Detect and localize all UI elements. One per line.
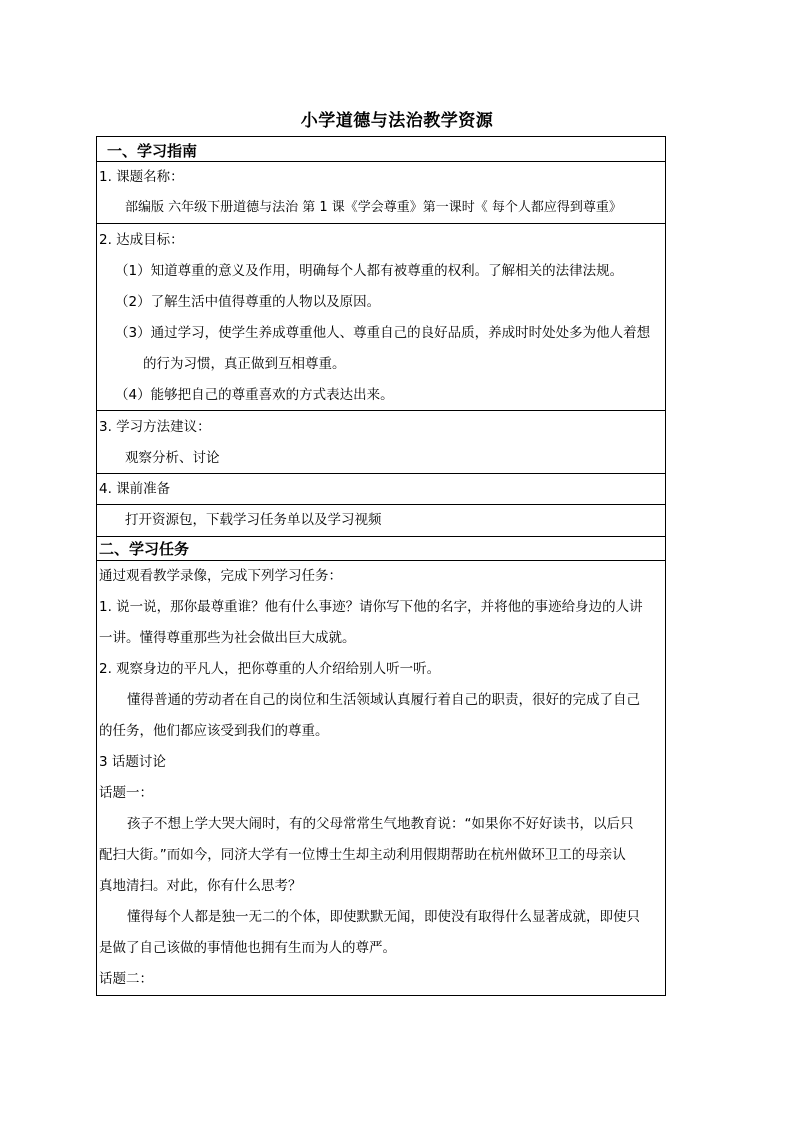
task-line: 是做了自己该做的事情他也拥有生而为人的尊严。 [99, 940, 396, 956]
goal-item: （3）通过学习，使学生养成尊重他人、尊重自己的良好品质，养成时时处处多为他人着想 [115, 325, 651, 341]
row-divider [97, 473, 665, 474]
task-line: 1. 说一说，那你最尊重谁？他有什么事迹？请你写下他的名字，并将他的事迹给身边的人讲 [99, 599, 643, 615]
goal-item: （1）知道尊重的意义及作用，明确每个人都有被尊重的权利。了解相关的法律法规。 [115, 263, 624, 279]
task-line: 2. 观察身边的平凡人，把你尊重的人介绍给别人听一听。 [99, 661, 441, 677]
task-line: 话题一： [99, 785, 153, 801]
task-line: 通过观看教学录像，完成下列学习任务： [99, 568, 342, 584]
lesson-name-label: 1. 课题名称： [99, 169, 184, 185]
prep-label: 4. 课前准备 [99, 481, 171, 497]
task-line: 配扫大街。”而如今，同济大学有一位博士生却主动利用假期帮助在杭州做环卫工的母亲认 [99, 847, 626, 863]
method-value: 观察分析、讨论 [125, 450, 220, 466]
lesson-table [96, 136, 666, 996]
task-line: 3 话题讨论 [99, 754, 166, 770]
task-line: 懂得普通的劳动者在自己的岗位和生活领域认真履行着自己的职责，很好的完成了自己 [127, 692, 640, 708]
prep-value: 打开资源包，下载学习任务单以及学习视频 [125, 512, 382, 528]
lesson-name-value: 部编版 六年级下册道德与法治 第 1 课《学会尊重》第一课时《 每个人都应得到尊重》 [125, 200, 622, 215]
task-line: 话题二： [99, 971, 153, 987]
goal-item-continued: 的行为习惯，真正做到互相尊重。 [143, 356, 346, 372]
row-divider [97, 223, 665, 224]
task-line: 懂得每个人都是独一无二的个体，即使默默无闻，即使没有取得什么显著成就，即使只 [127, 909, 640, 925]
section-heading-tasks: 二、学习任务 [99, 540, 190, 558]
row-divider [97, 560, 665, 561]
row-divider [97, 504, 665, 505]
task-line: 真地清扫。对此，你有什么思考？ [99, 878, 302, 894]
goals-label: 2. 达成目标： [99, 232, 184, 248]
row-divider [97, 536, 665, 537]
row-divider [97, 161, 665, 162]
method-label: 3. 学习方法建议： [99, 419, 211, 435]
row-divider [97, 410, 665, 411]
goal-item: （4）能够把自己的尊重喜欢的方式表达出来。 [115, 387, 394, 403]
task-line: 孩子不想上学大哭大闹时，有的父母常常生气地教育说：“如果你不好好读书，以后只 [127, 816, 634, 832]
task-line: 的任务，他们都应该受到我们的尊重。 [99, 723, 329, 739]
document-title: 小学道德与法治教学资源 [300, 111, 494, 131]
section-heading-guide: 一、学习指南 [107, 142, 198, 160]
task-line: 一讲。懂得尊重那些为社会做出巨大成就。 [99, 630, 356, 646]
goal-item: （2）了解生活中值得尊重的人物以及原因。 [115, 294, 381, 310]
